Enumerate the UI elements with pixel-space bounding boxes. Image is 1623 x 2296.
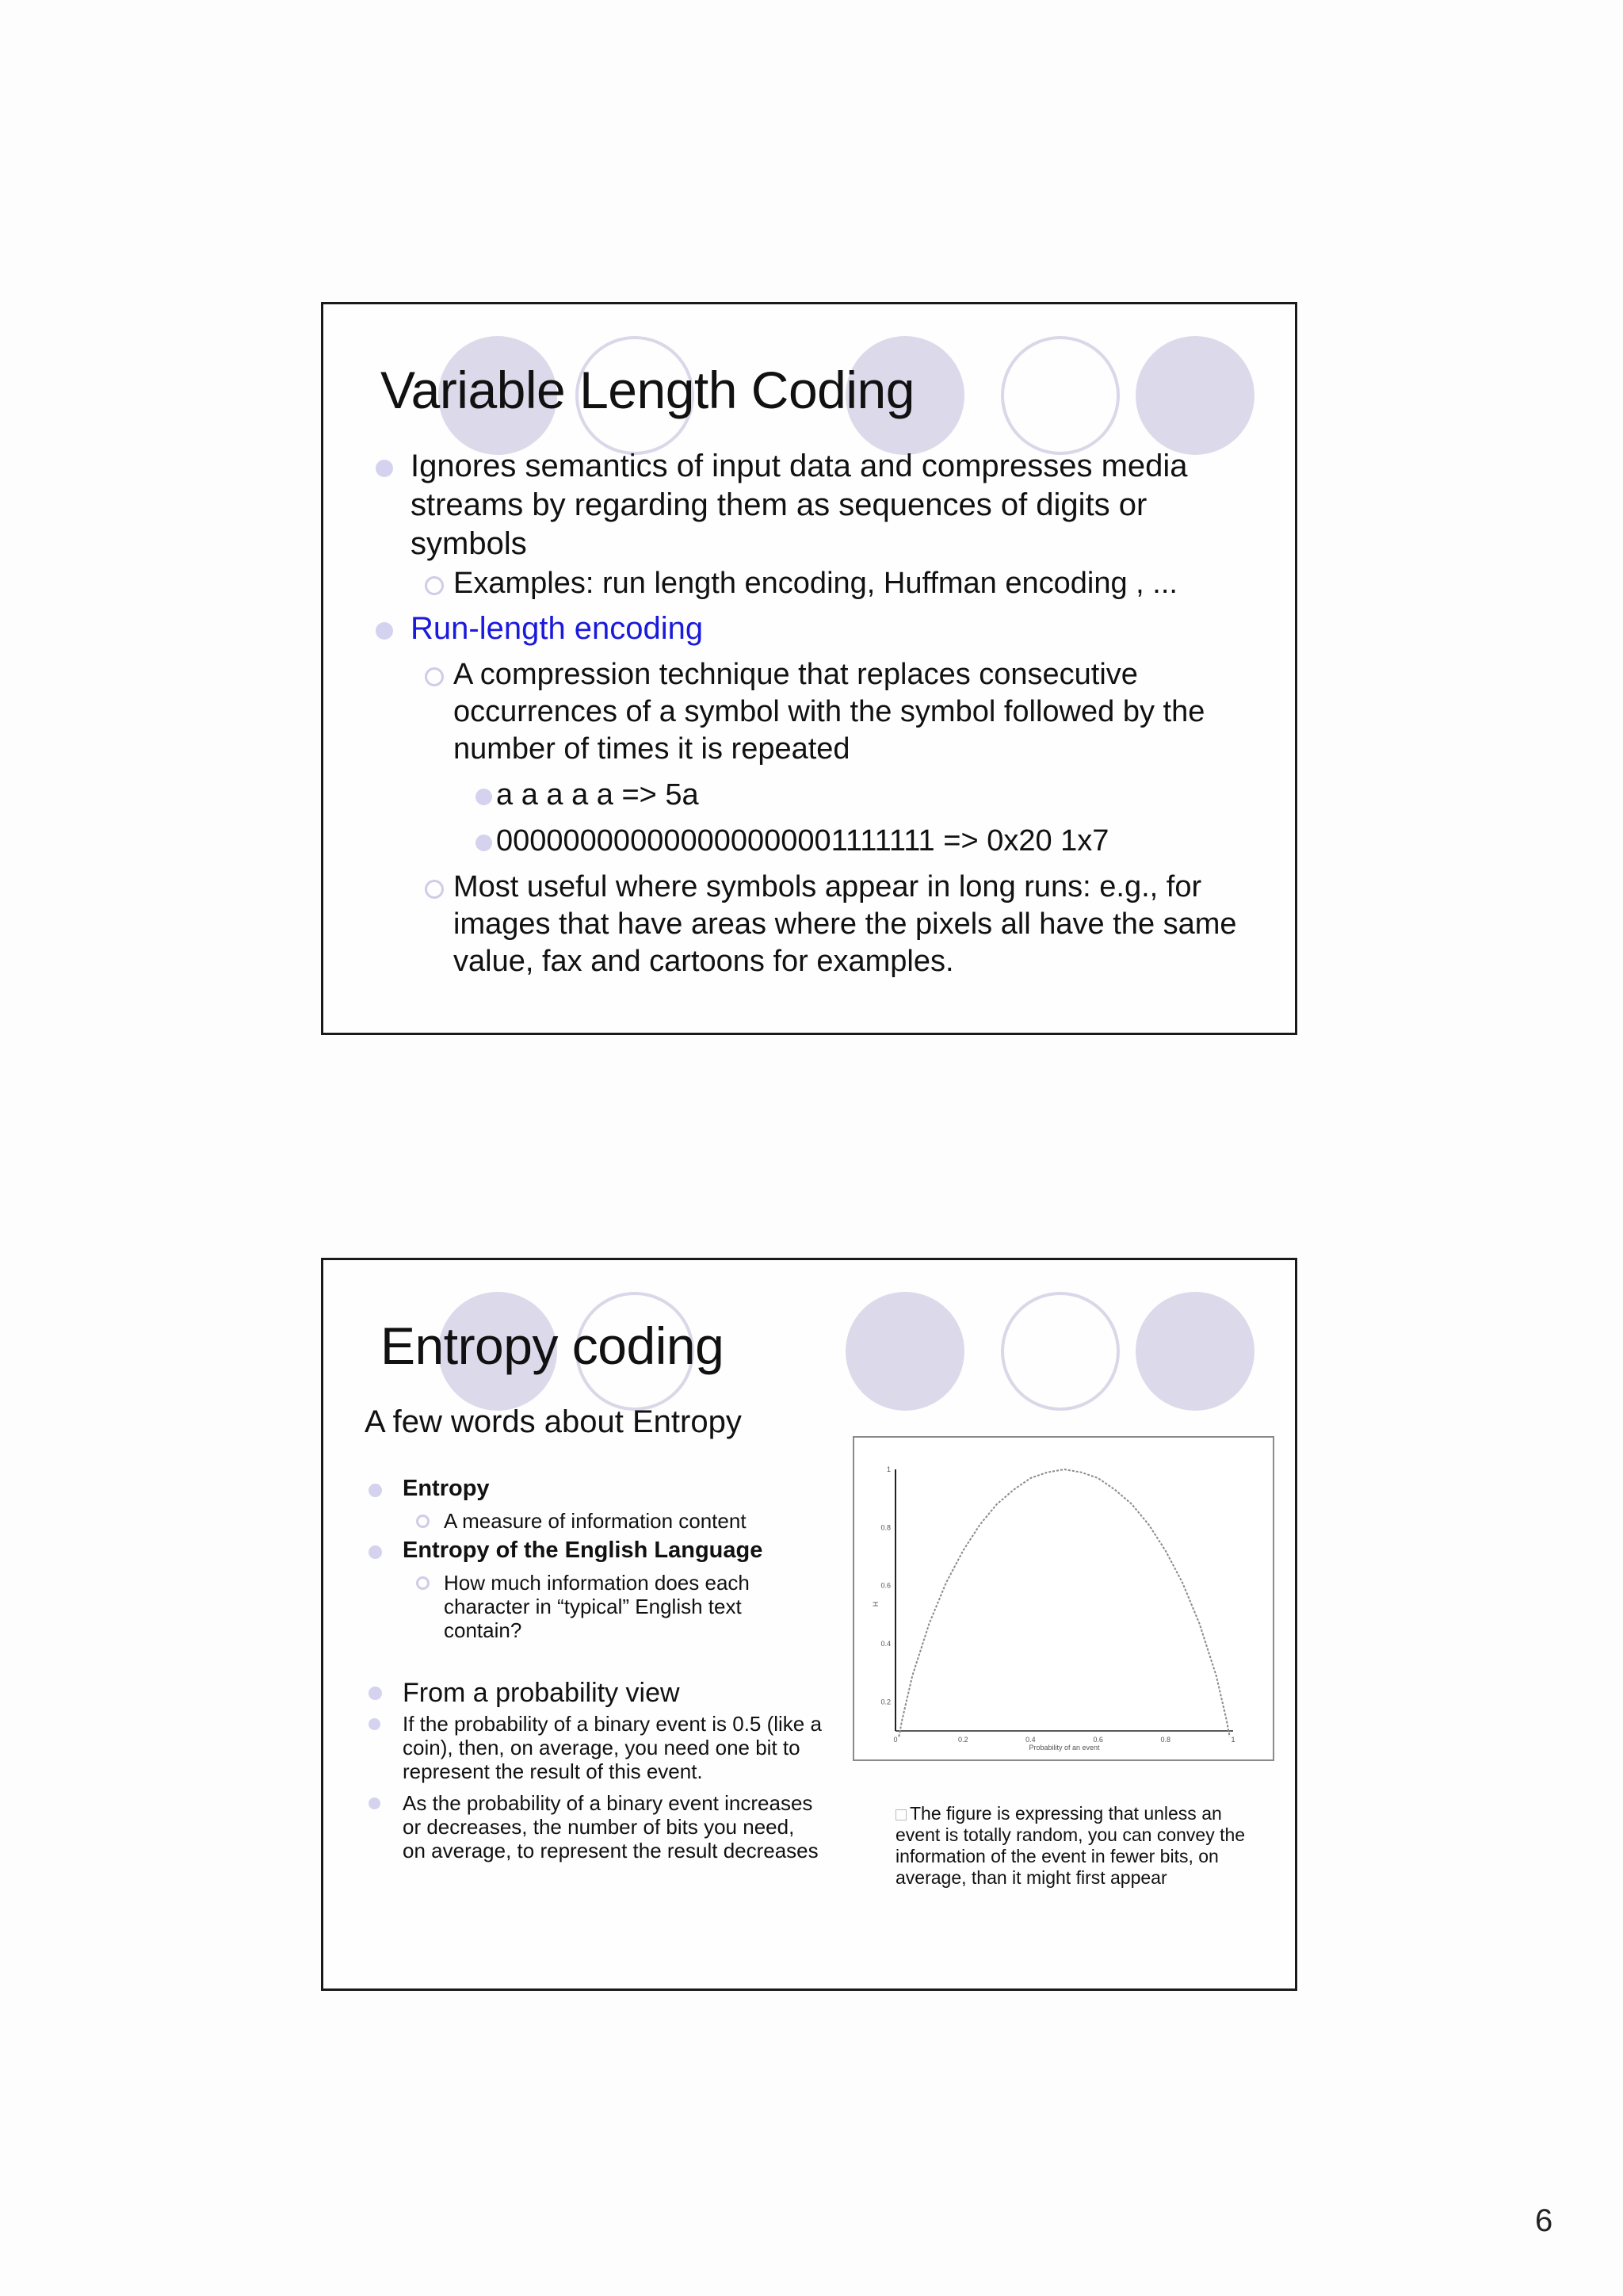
bullet-text: Entropy of the English Language [403,1538,763,1563]
x-tick-label: 0.2 [957,1736,968,1744]
bullet-icon [376,460,393,477]
slide-subtitle: A few words about Entropy [365,1404,742,1439]
bullet-ring-icon [416,1576,430,1590]
x-tick-label: 1 [1231,1736,1235,1744]
page-number: 6 [1535,2203,1553,2238]
decor-circle-filled [1136,1292,1254,1411]
bullet-ring-icon [425,667,444,686]
x-tick-label: 0.4 [1025,1736,1036,1744]
bullet-text: a a a a a => 5a [496,778,699,812]
x-tick-group [893,1736,1235,1744]
bullet-text: If the probability of a binary event is 0.5 (like a coin), then, on average, you need one bit to represent the result of this event. [403,1712,822,1783]
entropy-curve [899,1469,1229,1736]
slide-title: Entropy coding [380,1316,724,1375]
bullet-ring-icon [425,576,444,595]
y-tick-label: 1 [886,1465,891,1473]
bullet-text: A measure of information content [444,1509,747,1533]
bullet-text: Examples: run length encoding, Huffman encoding , ... [453,567,1178,600]
y-axis-label: H [872,1601,880,1607]
y-tick-label: 0.8 [880,1523,891,1532]
y-tick-label: 0.4 [880,1640,891,1648]
entropy-chart [853,1436,1274,1761]
decor-circle-filled [1136,336,1254,455]
bullet-icon [369,1484,382,1497]
bullet-icon [369,1797,380,1809]
bullet-text: Entropy [403,1476,490,1501]
x-axis-label: Probability of an event [1029,1744,1100,1752]
bullet-text: Run-length encoding [411,611,704,646]
bullet-text: How much information does each character in “typical” English text contain? [444,1571,750,1642]
entropy-chart-svg [854,1438,1273,1759]
bullet-icon [376,622,393,640]
decor-circle-ring [1001,336,1120,455]
bullet-text: 000000000000000000001111111 => 0x20 1x7 [496,824,1109,858]
bullet-text: A compression technique that replaces consecutive occurrences of a symbol with the symbol followed by the number of times it is repeated [453,658,1205,766]
bullet-ring-icon [416,1515,430,1528]
bullet-icon [475,789,492,805]
bullet-text: Most useful where symbols appear in long runs: e.g., for images that have areas where the pixels all have the same value, fax and cartoons for examples. [453,870,1237,978]
slide-entropy-coding [321,1258,1297,1991]
bullet-text: As the probability of a binary event increases or decreases, the number of bits you need, on average, to represent the result decreases [403,1791,819,1862]
x-tick-label: 0.6 [1093,1736,1103,1744]
caption-text: The figure is expressing that unless an event is totally random, you can convey the information of the event in fewer bits, on average, than it might first appear [896,1803,1246,1888]
caption-checkbox-icon [896,1809,907,1820]
figure-caption [896,1803,1268,1889]
slide-title: Variable Length Coding [380,361,915,419]
y-tick-label: 0.2 [880,1698,891,1706]
bullet-icon [369,1687,382,1700]
slide-variable-length-coding [321,302,1297,1035]
bullet-text: Ignores semantics of input data and compresses media streams by regarding them as sequences of digits or symbols [411,449,1188,561]
x-tick-label: 0 [893,1736,898,1744]
x-tick-label: 0.8 [1160,1736,1171,1744]
decor-circle-filled [846,1292,964,1411]
bullet-text: From a probability view [403,1678,680,1708]
bullet-icon [475,835,492,851]
decor-circle-ring [1001,1292,1120,1411]
bullet-icon [369,1718,380,1730]
y-tick-label: 0.6 [880,1581,891,1590]
y-tick-group [880,1465,891,1706]
bullet-ring-icon [425,880,444,899]
bullet-icon [369,1545,382,1559]
